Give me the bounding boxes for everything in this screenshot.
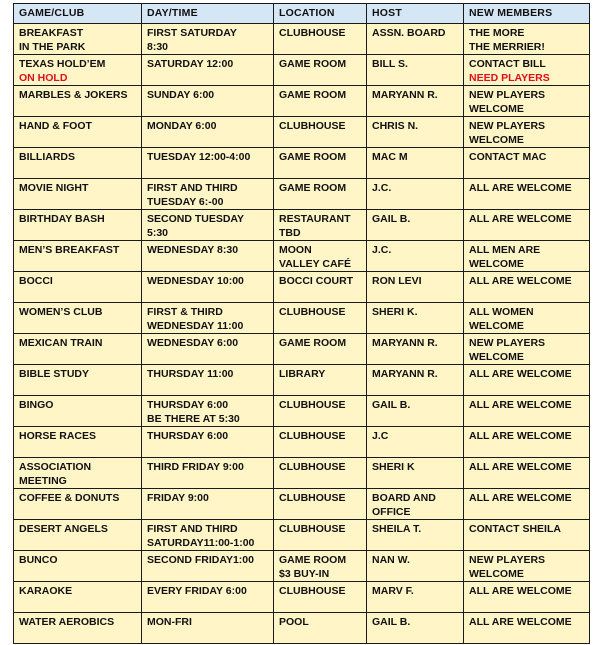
cell-host-text: MARYANN R.: [372, 368, 438, 380]
cell-game-club: [14, 179, 142, 210]
cell-game-club: [14, 613, 142, 644]
cell-day-time: [142, 396, 274, 427]
cell-location-text: CLUBHOUSE: [279, 492, 346, 504]
cell-new-members: [464, 489, 590, 520]
table-row: [14, 117, 590, 148]
cell-day-time: [142, 582, 274, 613]
table-row: [14, 334, 590, 365]
cell-new-members-text: CONTACT SHEILA: [469, 523, 561, 535]
cell-location: [274, 148, 367, 179]
cell-game-club-text: WATER AEROBICS: [19, 616, 115, 628]
cell-day-time: [142, 613, 274, 644]
cell-day-time-text: THURSDAY 6:00: [147, 430, 229, 442]
cell-new-members: [464, 86, 590, 117]
cell-game-club-text: TEXAS HOLD’EM: [19, 58, 106, 70]
table-row: [14, 458, 590, 489]
cell-game-club: [14, 396, 142, 427]
cell-day-time: [142, 179, 274, 210]
cell-new-members-text: NEW PLAYERS WELCOME: [469, 337, 546, 363]
cell-location: [274, 24, 367, 55]
cell-host: [367, 117, 464, 148]
cell-location-text: BOCCI COURT: [279, 275, 354, 287]
table-row: [14, 365, 590, 396]
cell-new-members: [464, 427, 590, 458]
cell-host: [367, 179, 464, 210]
cell-day-time-text: THURSDAY 6:00 BE THERE AT 5:30: [147, 399, 240, 425]
cell-new-members-text: ALL ARE WELCOME: [469, 616, 572, 628]
cell-day-time-text: SECOND TUESDAY 5:30: [147, 213, 245, 239]
activities-schedule-table: [13, 3, 590, 644]
cell-new-members-text: NEW PLAYERS WELCOME: [469, 120, 546, 146]
cell-location: [274, 55, 367, 86]
cell-new-members-text: CONTACT BILL: [469, 58, 546, 70]
cell-location-text: GAME ROOM: [279, 182, 347, 194]
cell-day-time-text: SATURDAY 12:00: [147, 58, 234, 70]
cell-host: [367, 427, 464, 458]
cell-host: [367, 241, 464, 272]
cell-host: [367, 55, 464, 86]
cell-new-members: [464, 24, 590, 55]
cell-day-time: [142, 24, 274, 55]
table-row: [14, 582, 590, 613]
cell-location-text: CLUBHOUSE: [279, 523, 346, 535]
cell-host: [367, 210, 464, 241]
cell-host-text: J.C.: [372, 244, 392, 256]
cell-location-text: CLUBHOUSE: [279, 399, 346, 411]
cell-day-time-text: WEDNESDAY 10:00: [147, 275, 244, 287]
cell-location-text: CLUBHOUSE: [279, 461, 346, 473]
cell-host: [367, 520, 464, 551]
cell-host-text: BILL S.: [372, 58, 408, 70]
cell-game-club: [14, 117, 142, 148]
cell-host-text: BOARD AND OFFICE: [372, 492, 436, 518]
cell-location: [274, 551, 367, 582]
cell-new-members-text: ALL ARE WELCOME: [469, 430, 572, 442]
status-note-red: ON HOLD: [19, 72, 68, 84]
cell-game-club-text: BIBLE STUDY: [19, 368, 90, 380]
cell-location: [274, 117, 367, 148]
cell-host-text: MARV F.: [372, 585, 414, 597]
cell-host: [367, 396, 464, 427]
cell-new-members-text: ALL ARE WELCOME: [469, 275, 572, 287]
cell-game-club: [14, 86, 142, 117]
cell-host-text: MARYANN R.: [372, 89, 438, 101]
cell-game-club: [14, 582, 142, 613]
table-row: [14, 86, 590, 117]
cell-game-club-text: MARBLES & JOKERS: [19, 89, 128, 101]
cell-new-members-text: ALL ARE WELCOME: [469, 461, 572, 473]
cell-location-text: GAME ROOM: [279, 151, 347, 163]
cell-game-club-text: KARAOKE: [19, 585, 73, 597]
cell-host: [367, 334, 464, 365]
cell-new-members: [464, 272, 590, 303]
cell-location-text: POOL: [279, 616, 309, 628]
cell-game-club: [14, 334, 142, 365]
table-row: [14, 303, 590, 334]
cell-day-time-text: WEDNESDAY 6:00: [147, 337, 239, 349]
cell-location-text: GAME ROOM $3 BUY-IN: [279, 554, 347, 580]
cell-day-time: [142, 551, 274, 582]
cell-game-club: [14, 520, 142, 551]
cell-day-time: [142, 272, 274, 303]
cell-new-members-text: ALL ARE WELCOME: [469, 182, 572, 194]
cell-new-members-text: THE MORE THE MERRIER!: [469, 27, 545, 53]
cell-new-members: [464, 148, 590, 179]
cell-host-text: SHEILA T.: [372, 523, 422, 535]
cell-new-members-text: ALL ARE WELCOME: [469, 213, 572, 225]
table-row: [14, 489, 590, 520]
cell-game-club: [14, 148, 142, 179]
cell-new-members: [464, 179, 590, 210]
cell-day-time-text: WEDNESDAY 8:30: [147, 244, 239, 256]
cell-day-time-text: EVERY FRIDAY 6:00: [147, 585, 247, 597]
cell-day-time-text: MONDAY 6:00: [147, 120, 217, 132]
cell-location: [274, 427, 367, 458]
cell-game-club: [14, 241, 142, 272]
cell-new-members: [464, 520, 590, 551]
cell-game-club-text: BREAKFAST IN THE PARK: [19, 27, 86, 53]
table-row: [14, 551, 590, 582]
cell-new-members: [464, 458, 590, 489]
cell-location: [274, 613, 367, 644]
cell-day-time: [142, 489, 274, 520]
cell-game-club-text: HORSE RACES: [19, 430, 97, 442]
table-header: [14, 4, 590, 24]
header-day-time: DAY/TIME: [142, 4, 274, 24]
cell-location-text: MOON VALLEY CAFÉ: [279, 244, 351, 270]
cell-new-members-text: ALL ARE WELCOME: [469, 399, 572, 411]
cell-host: [367, 24, 464, 55]
cell-day-time: [142, 365, 274, 396]
header-host: HOST: [367, 4, 464, 24]
cell-location: [274, 179, 367, 210]
cell-game-club: [14, 427, 142, 458]
table-body: [14, 24, 590, 644]
cell-game-club: [14, 210, 142, 241]
cell-location: [274, 210, 367, 241]
cell-day-time-text: FIRST AND THIRD TUESDAY 6:-00: [147, 182, 238, 208]
cell-game-club: [14, 272, 142, 303]
cell-location-text: GAME ROOM: [279, 89, 347, 101]
cell-day-time: [142, 117, 274, 148]
cell-location-text: CLUBHOUSE: [279, 120, 346, 132]
cell-day-time: [142, 520, 274, 551]
cell-game-club: [14, 55, 142, 86]
cell-host: [367, 86, 464, 117]
cell-host-text: J.C: [372, 430, 389, 442]
cell-location-text: GAME ROOM: [279, 337, 347, 349]
table-row: [14, 427, 590, 458]
cell-location-text: CLUBHOUSE: [279, 430, 346, 442]
cell-day-time: [142, 303, 274, 334]
cell-game-club: [14, 303, 142, 334]
cell-game-club-text: BILLIARDS: [19, 151, 75, 163]
cell-game-club-text: BOCCI: [19, 275, 53, 287]
cell-new-members: [464, 396, 590, 427]
cell-day-time-text: FIRST AND THIRD SATURDAY11:00-1:00: [147, 523, 255, 549]
cell-game-club: [14, 458, 142, 489]
table-row: [14, 179, 590, 210]
cell-new-members: [464, 334, 590, 365]
cell-location: [274, 582, 367, 613]
cell-game-club: [14, 24, 142, 55]
cell-new-members-text: ALL ARE WELCOME: [469, 585, 572, 597]
cell-new-members: [464, 55, 590, 86]
cell-new-members: [464, 210, 590, 241]
cell-host: [367, 613, 464, 644]
cell-host-text: GAIL B.: [372, 399, 411, 411]
cell-host-text: GAIL B.: [372, 213, 411, 225]
table-row: [14, 613, 590, 644]
header-game-club: GAME/CLUB: [14, 4, 142, 24]
cell-day-time: [142, 210, 274, 241]
cell-game-club: [14, 489, 142, 520]
table-row: [14, 55, 590, 86]
cell-game-club-text: DESERT ANGELS: [19, 523, 108, 535]
cell-location: [274, 365, 367, 396]
cell-host-text: CHRIS N.: [372, 120, 419, 132]
cell-host: [367, 365, 464, 396]
table-row: [14, 272, 590, 303]
cell-game-club-text: MEN’S BREAKFAST: [19, 244, 120, 256]
cell-day-time: [142, 148, 274, 179]
cell-location-text: GAME ROOM: [279, 58, 347, 70]
cell-day-time-text: THURSDAY 11:00: [147, 368, 234, 380]
cell-location-text: RESTAURANT TBD: [279, 213, 351, 239]
request-note-red: NEED PLAYERS: [469, 72, 550, 84]
cell-day-time: [142, 55, 274, 86]
cell-location: [274, 334, 367, 365]
cell-day-time: [142, 427, 274, 458]
header-new-members: NEW MEMBERS: [464, 4, 590, 24]
cell-day-time: [142, 334, 274, 365]
cell-host: [367, 272, 464, 303]
cell-host: [367, 551, 464, 582]
cell-location-text: CLUBHOUSE: [279, 585, 346, 597]
cell-day-time: [142, 86, 274, 117]
cell-new-members-text: NEW PLAYERS WELCOME: [469, 89, 546, 115]
cell-new-members-text: ALL ARE WELCOME: [469, 368, 572, 380]
table-row: [14, 241, 590, 272]
cell-host: [367, 489, 464, 520]
cell-day-time-text: THIRD FRIDAY 9:00: [147, 461, 244, 473]
cell-new-members-text: NEW PLAYERS WELCOME: [469, 554, 546, 580]
cell-game-club-text: MOVIE NIGHT: [19, 182, 89, 194]
cell-game-club-text: MEXICAN TRAIN: [19, 337, 103, 349]
cell-new-members-text: CONTACT MAC: [469, 151, 547, 163]
cell-new-members-text: ALL ARE WELCOME: [469, 492, 572, 504]
cell-host: [367, 303, 464, 334]
cell-day-time-text: SECOND FRIDAY1:00: [147, 554, 254, 566]
cell-game-club: [14, 551, 142, 582]
cell-day-time-text: FIRST & THIRD WEDNESDAY 11:00: [147, 306, 244, 332]
table-row: [14, 520, 590, 551]
cell-host-text: J.C.: [372, 182, 392, 194]
cell-host: [367, 458, 464, 489]
cell-new-members: [464, 117, 590, 148]
cell-game-club-text: ASSOCIATION MEETING: [19, 461, 92, 487]
cell-game-club-text: HAND & FOOT: [19, 120, 92, 132]
cell-new-members: [464, 303, 590, 334]
cell-day-time-text: FRIDAY 9:00: [147, 492, 209, 504]
cell-location-text: LIBRARY: [279, 368, 326, 380]
table-row: [14, 396, 590, 427]
cell-new-members: [464, 241, 590, 272]
cell-location: [274, 272, 367, 303]
header-row: [14, 4, 590, 24]
cell-location: [274, 396, 367, 427]
cell-day-time: [142, 458, 274, 489]
cell-location-text: CLUBHOUSE: [279, 27, 346, 39]
cell-host-text: NAN W.: [372, 554, 410, 566]
cell-new-members: [464, 551, 590, 582]
cell-day-time-text: MON-FRI: [147, 616, 192, 628]
table-row: [14, 210, 590, 241]
cell-day-time-text: TUESDAY 12:00-4:00: [147, 151, 251, 163]
cell-game-club-text: BINGO: [19, 399, 54, 411]
table-row: [14, 148, 590, 179]
cell-new-members: [464, 582, 590, 613]
cell-host-text: SHERI K.: [372, 306, 418, 318]
cell-game-club-text: BIRTHDAY BASH: [19, 213, 105, 225]
cell-host-text: GAIL B.: [372, 616, 411, 628]
cell-host-text: RON LEVI: [372, 275, 422, 287]
cell-game-club-text: WOMEN’S CLUB: [19, 306, 103, 318]
table-row: [14, 24, 590, 55]
cell-host: [367, 582, 464, 613]
cell-location: [274, 86, 367, 117]
cell-new-members: [464, 613, 590, 644]
cell-location: [274, 489, 367, 520]
cell-game-club-text: COFFEE & DONUTS: [19, 492, 120, 504]
cell-day-time-text: SUNDAY 6:00: [147, 89, 215, 101]
cell-game-club-text: BUNCO: [19, 554, 58, 566]
cell-location: [274, 241, 367, 272]
cell-location-text: CLUBHOUSE: [279, 306, 346, 318]
cell-game-club: [14, 365, 142, 396]
cell-host-text: ASSN. BOARD: [372, 27, 446, 39]
cell-host-text: MAC M: [372, 151, 408, 163]
cell-host: [367, 148, 464, 179]
cell-host-text: SHERI K: [372, 461, 415, 473]
cell-location: [274, 458, 367, 489]
cell-new-members-text: ALL WOMEN WELCOME: [469, 306, 534, 332]
cell-new-members: [464, 365, 590, 396]
cell-day-time: [142, 241, 274, 272]
cell-new-members-text: ALL MEN ARE WELCOME: [469, 244, 541, 270]
cell-day-time-text: FIRST SATURDAY 8:30: [147, 27, 237, 53]
cell-location: [274, 520, 367, 551]
cell-host-text: MARYANN R.: [372, 337, 438, 349]
header-location: LOCATION: [274, 4, 367, 24]
cell-location: [274, 303, 367, 334]
